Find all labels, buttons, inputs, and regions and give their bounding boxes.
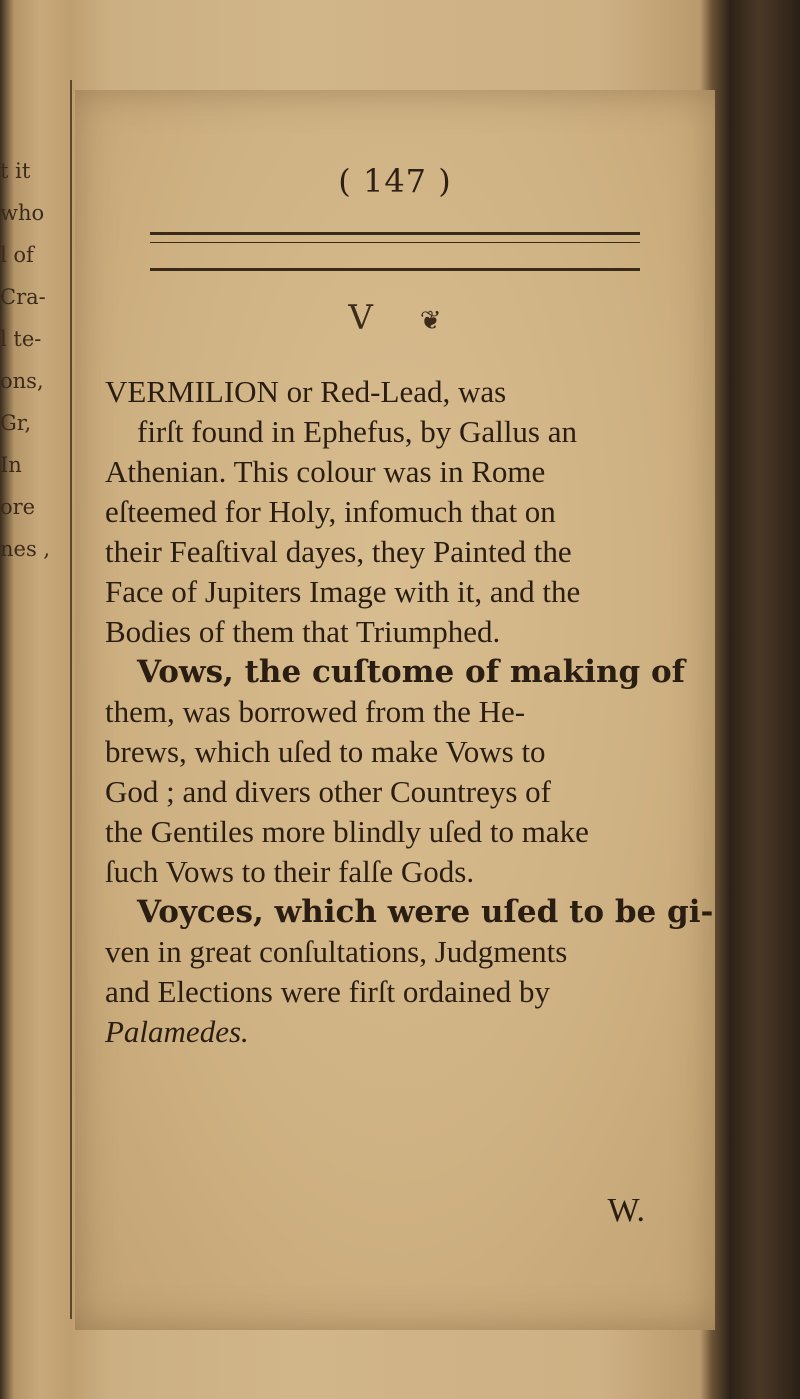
text-line: Vows, the cuſtome of making of [137, 654, 686, 690]
edge-fragment: Cra- [0, 285, 46, 309]
body-text [105, 372, 714, 1052]
flourish-icon: ❦ [419, 306, 442, 336]
gutter-line [70, 80, 72, 1319]
text-line: Athenian. This colour was in Rome [105, 454, 546, 489]
edge-fragment: l te- [0, 327, 42, 351]
text-line: VERMILION or Red-Lead, was [105, 374, 507, 409]
edge-fragment: In [0, 453, 22, 477]
catchword: W. [607, 1192, 645, 1229]
text-line: the Gentiles more blindly uſed to make [105, 814, 589, 849]
edge-fragment: Gr, [0, 411, 32, 435]
edge-fragment: nes , [0, 537, 51, 561]
header-rule [150, 232, 640, 235]
page-number: ( 147 ) [338, 162, 452, 200]
text-line: ſuch Vows to their falſe Gods. [105, 854, 475, 889]
text-line: firſt found in Ephefus, by Gallus an [137, 414, 577, 449]
text-line: Bodies of them that Triumphed. [105, 614, 501, 649]
text-line: Voyces, which were uſed to be gi- [137, 894, 714, 930]
text-line: Palamedes. [105, 1014, 249, 1049]
text-line: ven in great conſultations, Judgments [105, 934, 568, 969]
header-rule-thin [150, 242, 640, 243]
section-letter: V [348, 298, 373, 338]
text-line: them, was borrowed from the He- [105, 694, 526, 729]
text-line: brews, which uſed to make Vows to [105, 734, 546, 769]
book-page [75, 90, 715, 1330]
text-line: their Feaſtival dayes, they Painted the [105, 534, 572, 569]
text-line: Face of Jupiters Image with it, and the [105, 574, 581, 609]
edge-fragment: ore [0, 495, 36, 519]
edge-fragment: l of [0, 243, 34, 267]
edge-fragment: ons, [0, 369, 44, 393]
edge-fragment: t it [0, 159, 31, 183]
previous-page-edge [0, 150, 72, 770]
text-line: and Elections were firſt ordained by [105, 974, 551, 1009]
text-line: God ; and divers other Countreys of [105, 774, 551, 809]
text-line: eſteemed for Holy, infomuch that on [105, 494, 556, 529]
edge-fragment: who [0, 201, 45, 225]
section-rule [150, 268, 640, 271]
section-heading [75, 298, 715, 338]
